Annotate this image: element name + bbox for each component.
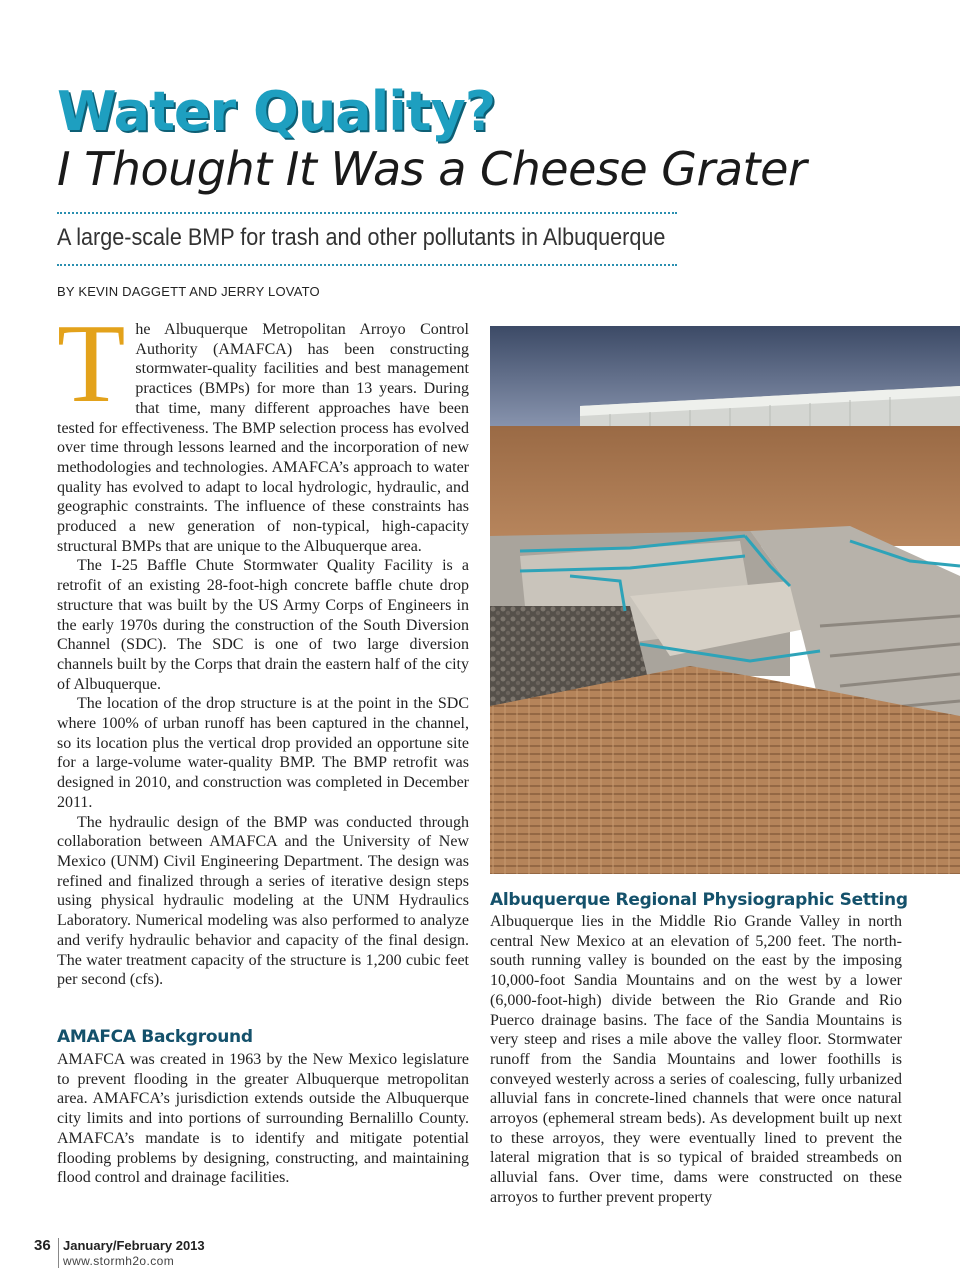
intro-paragraph-3: The location of the drop structure is at the point in the SDC where 100% of urban runoff has been captured in the channel, so its location plus the vertical drop provided an opportune site for a large-volume water-quality BMP. The BMP retrofit was designed in 2010, and construction was completed in December 2011. <box>57 695 469 811</box>
intro-paragraph-2: The I-25 Baffle Chute Stormwater Quality Facility is a retrofit of an existing 28-foot-high concrete baffle chute drop structure that was built by the US Army Corps of Engineers in the early 1970s during the construction of the South Diversion Channel (SDC). The SDC is one of two large diversion channels built by the Corps that drain the eastern half of the city of Albuquerque. <box>57 557 469 693</box>
dirt-bank <box>490 426 960 546</box>
background-paragraph: AMAFCA was created in 1963 by the New Mexico legislature to prevent flooding in the greater Albuquerque metropolitan area. AMAFCA’s jurisdiction extends outside the Albuquerque city limits and into portions of surrounding Bernalillo County. AMAFCA’s mandate is to identify and mitigate potential flooding problems by designing, constructing, and maintaining flood control and drainage facilities. <box>57 1051 469 1187</box>
drop-cap: T <box>57 302 126 426</box>
byline: BY KEVIN DAGGETT AND JERRY LOVATO <box>57 284 320 299</box>
intro-paragraph-4: The hydraulic design of the BMP was conducted through collaboration between AMAFCA and the University of New Mexico (UNM) Civil Engineering Department. The design was refined and finalized through a series of iterative design steps using physical hydraulic modeling at the UNM Hydraulics Laboratory. Numerical modeling was also performed to analyze and verify hydraulic behavior and capacity of the final design. The water treatment capacity of the structure is 1,200 cubic feet per second (cfs). <box>57 813 469 989</box>
baffle-chute-photo <box>490 326 960 874</box>
background-column <box>57 1050 469 1188</box>
page-number: 36 <box>34 1237 51 1254</box>
article-deck: A large-scale BMP for trash and other pollutants in Albuquerque <box>57 224 666 251</box>
article-title: Water Quality? <box>57 80 496 143</box>
setting-column <box>490 912 902 1208</box>
article-subtitle: I Thought It Was a Cheese Grater <box>57 142 807 196</box>
intro-column <box>57 302 469 990</box>
website-url: www.stormh2o.com <box>63 1254 175 1268</box>
section-heading-background: AMAFCA Background <box>57 1027 253 1047</box>
intro-paragraph-1-text: he Albuquerque Metropolitan Arroyo Control Authority (AMAFCA) has been constructing stormwater-quality facilities and best management practices (BMPs) for more than 13 years. During that time, many different approaches have been tested for effectiveness. The BMP selection process has evolved over time through lessons learned and the incorporation of new methodologies and technologies. AMAFCA’s approach to water quality has evolved to adapt to local hydrologic, hydraulic, and geographic constraints. The influence of these constraints has produced a new generation of non-typical, high-capacity structural BMPs that are unique to the Albuquerque area. <box>57 321 469 555</box>
intro-paragraph-1 <box>57 302 469 556</box>
divider-bottom <box>57 264 677 266</box>
setting-paragraph: Albuquerque lies in the Middle Rio Grande Valley in north central New Mexico at an elevation of 5,200 feet. The north-south running valley is bounded on the east by the imposing 10,000-foot Sandia Mountains and on the west by a lower (6,000-foot-high) divide between the Rio Grande and Rio Puerco drainage basins. The face of the Sandia Mountains is very steep and rises a mile above the valley floor. Stormwater runoff from the Sandia Mountains and lower foothills is conveyed westerly across a series of coalescing, fully urbanized alluvial fans in concrete-lined channels that were once natural arroyos (ephemeral stream beds). As development built up next to these arroyos, they were eventually lined to prevent the lateral migration that is so typical of braided streambeds on alluvial fans. Over time, dams were constructed on these arroyos to further prevent property <box>490 913 902 1206</box>
divider-top <box>57 212 677 214</box>
footer-divider <box>58 1238 59 1268</box>
issue-date: January/February 2013 <box>63 1238 205 1253</box>
section-heading-setting: Albuquerque Regional Physiographic Setting <box>490 890 908 910</box>
